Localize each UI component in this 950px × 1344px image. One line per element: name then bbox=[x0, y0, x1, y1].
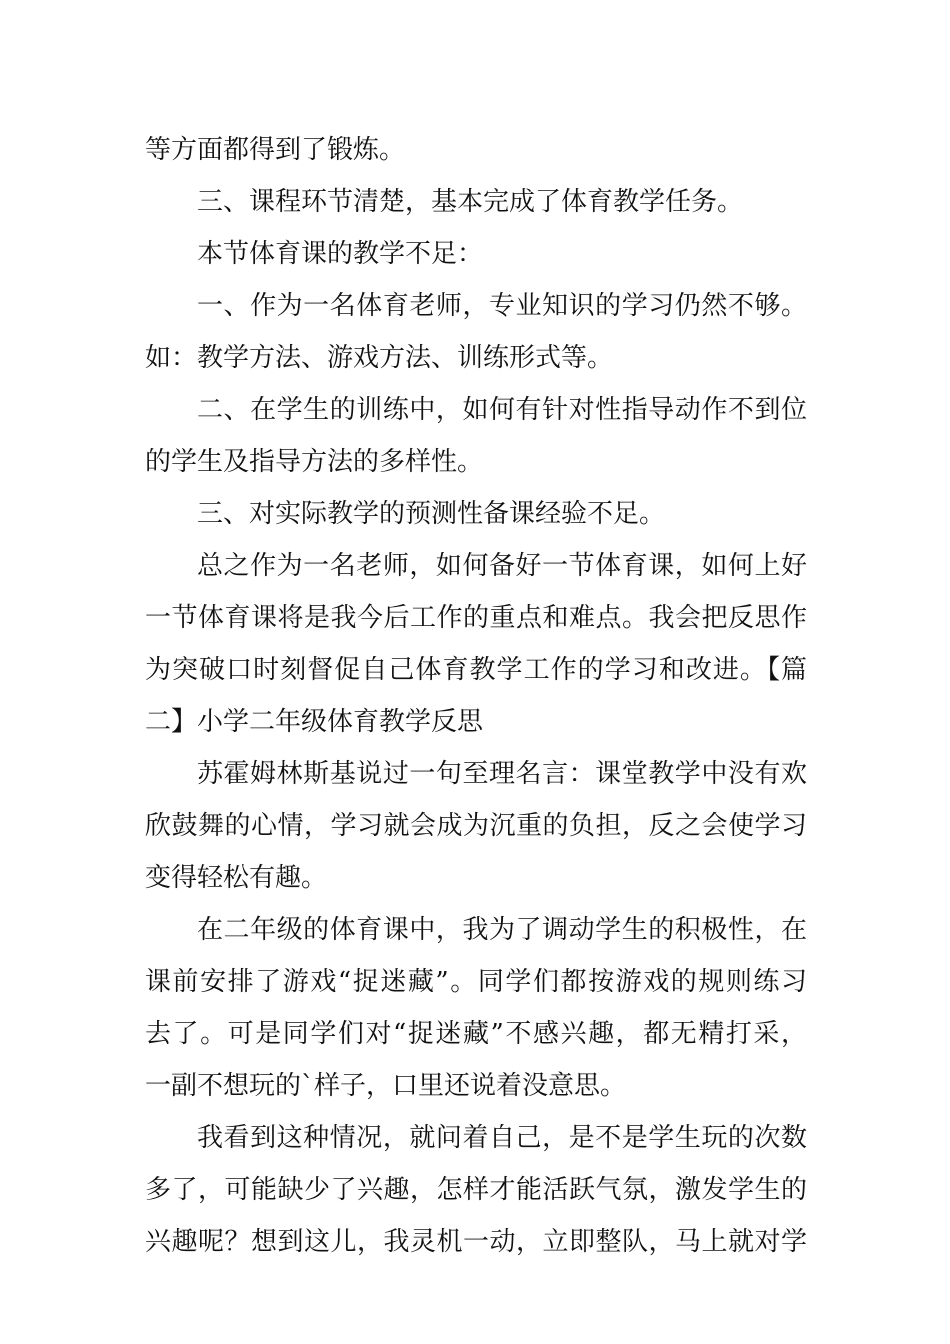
text-line: 三、对实际教学的预测性备课经验不足。 bbox=[197, 499, 666, 529]
text-line: 总之作为一名老师，如何备好一节体育课，如何上好 bbox=[197, 551, 807, 581]
text-line: 去了。可是同学们对“捉迷藏”不感兴趣，都无精打采， bbox=[145, 1019, 807, 1049]
text-line: 一节体育课将是我今后工作的重点和难点。我会把反思作 bbox=[145, 603, 807, 633]
text-line: 本节体育课的教学不足： bbox=[197, 239, 484, 269]
text-line: 变得轻松有趣。 bbox=[145, 863, 328, 893]
text-line: 课前安排了游戏“捉迷藏”。同学们都按游戏的规则练习 bbox=[145, 967, 807, 997]
text-line: 多了，可能缺少了兴趣，怎样才能活跃气氛，激发学生的 bbox=[145, 1175, 807, 1205]
text-line: 苏霍姆林斯基说过一句至理名言：课堂教学中没有欢 bbox=[197, 759, 807, 789]
body-text bbox=[145, 124, 807, 1268]
text-line: 我看到这种情况，就问着自己，是不是学生玩的次数 bbox=[197, 1123, 807, 1153]
text-line: 如：教学方法、游戏方法、训练形式等。 bbox=[145, 343, 614, 373]
text-line: 在二年级的体育课中，我为了调动学生的积极性，在 bbox=[197, 915, 807, 945]
text-line: 一、作为一名体育老师，专业知识的学习仍然不够。 bbox=[197, 291, 807, 321]
text-line: 二、在学生的训练中，如何有针对性指导动作不到位 bbox=[197, 395, 807, 425]
text-line: 等方面都得到了锻炼。 bbox=[145, 135, 406, 165]
text-line: 二】小学二年级体育教学反思 bbox=[145, 707, 484, 737]
text-line: 欣鼓舞的心情，学习就会成为沉重的负担，反之会使学习 bbox=[145, 811, 807, 841]
text-line: 兴趣呢？想到这儿，我灵机一动，立即整队，马上就对学 bbox=[145, 1227, 807, 1257]
text-line: 的学生及指导方法的多样性。 bbox=[145, 447, 484, 477]
text-line: 三、课程环节清楚，基本完成了体育教学任务。 bbox=[197, 187, 744, 217]
text-line: 一副不想玩的`样子，口里还说着没意思。 bbox=[145, 1071, 627, 1101]
text-line: 为突破口时刻督促自己体育教学工作的学习和改进。【篇 bbox=[145, 655, 807, 685]
